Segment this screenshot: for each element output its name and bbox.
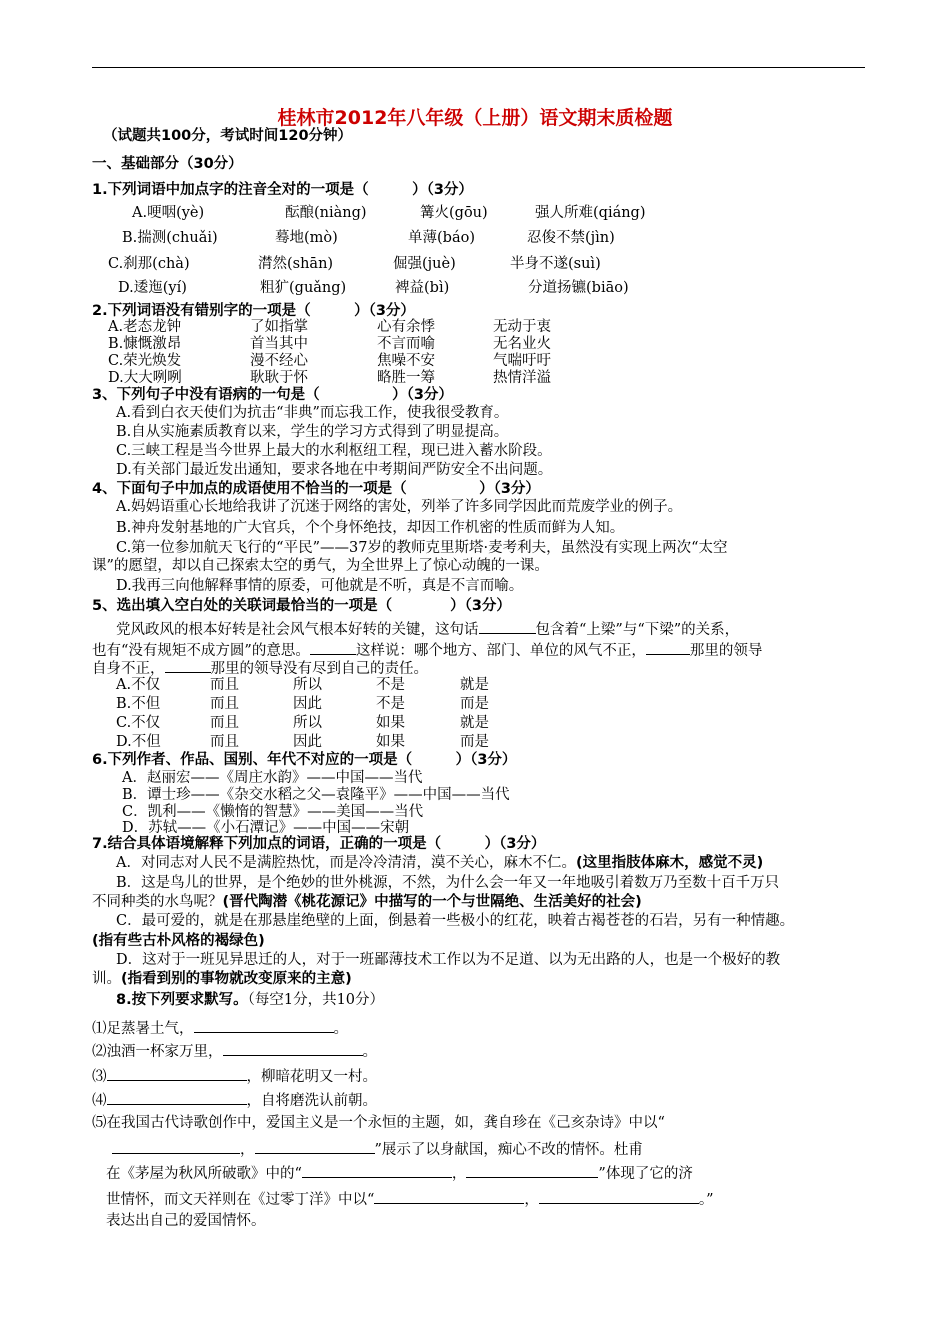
q5-blank[interactable] [479,619,536,634]
q2-option: A.老态龙钟 [108,319,182,335]
q2-stem: 2.下列词语没有错别字的一项是（ ）（3分） [92,303,415,319]
q8-answer-blank[interactable] [255,1139,375,1154]
q4-option: D.我再三向他解释事情的原委，可他就是不听，真是不言而喻。 [116,578,524,594]
q5-option: C.不仅 [116,715,161,731]
q1-option: A.哽咽(yè) [132,205,205,221]
q8-text: ， [524,1192,539,1208]
q3-option: A.看到白衣天使们为抗击“非典”而忘我工作，使我很受教育。 [116,405,509,421]
q3-stem: 3、下列句子中没有语病的一句是（ ）（3分） [92,387,453,403]
exam-subtitle: （试题共100分，考试时间120分钟） [103,128,353,144]
q8-answer-blank[interactable] [466,1163,598,1178]
q1-option: 强人所难(qiáng) [535,205,646,221]
q8-text: ， [240,1142,255,1158]
q5-option: 不是 [376,677,405,693]
q7-text: 训。 [92,971,121,987]
q5-passage-line1 [116,619,739,639]
q8-text: 。 [333,1021,348,1037]
q2-option: B.慷慨激昂 [108,336,182,352]
q1-option: 裨益(bì) [395,280,450,296]
q2-option: 心有余悸 [377,319,435,335]
q7-option-a [116,855,763,872]
q4-option-cont: 课”的愿望，却以自己探索太空的勇气，为全世界上了惊心动魄的一课。 [92,558,549,574]
q5-option: 就是 [460,677,489,693]
q5-text: 自身不正， [92,661,165,677]
q5-option: D.不但 [116,734,161,750]
q8-answer-blank[interactable] [223,1041,363,1056]
q4-option: A.妈妈语重心长地给我讲了沉迷于网络的害处，列举了许多同学因此而荒废学业的例子。 [116,499,683,515]
q8-stem: 8.按下列要求默写。 [116,992,248,1008]
q8-text: ， [451,1166,467,1182]
q6-option: D．苏轼——《小石潭记》——中国——宋朝 [122,820,410,836]
q5-text: 也有“没有规矩不成方圆”的意思。 [92,643,310,659]
q5-blank[interactable] [646,640,690,655]
q1-option: 分道扬镳(biāo) [528,280,629,296]
q2-option: 焦噪不安 [377,353,435,369]
q2-option: C.荣光焕发 [108,353,182,369]
q5-option: 不是 [376,696,405,712]
q5-text: 那里的领导 [689,643,763,659]
q1-option: 蓦地(mò) [275,230,338,246]
q5-option: 而且 [210,734,239,750]
q7-option-d: D．这对于一班见异思迁的人，对于一班鄙薄技术工作以为不足道、以为无出路的人，也是一个极好的教 [116,952,781,968]
q3-option: B.自从实施素质教育以来，学生的学习方式得到了明显提高。 [116,424,509,440]
q5-option: B.不但 [116,696,161,712]
q7-explanation: (指看到别的事物就改变原来的主意) [121,971,352,987]
q7-option-c: C．最可爱的，就是在那悬崖绝壁的上面，倒悬着一些极小的红花，映着古褐苍苍的石岩，另有一种情趣。 [116,913,795,929]
q1-option: 忍俊不禁(jìn) [527,230,615,246]
q8-text: ，柳暗花明又一村。 [246,1069,377,1085]
q5-blank[interactable] [165,658,211,673]
q8-note: （每空1分，共10分） [247,992,385,1008]
q8-item-3 [92,1066,377,1086]
q8-text: ⑶ [92,1069,107,1085]
q2-option: D.大大咧咧 [108,370,182,386]
q8-text: ⑵浊酒一杯家万里， [92,1044,223,1060]
q5-option: 所以 [293,715,322,731]
q8-item-5-line2 [112,1139,643,1159]
q8-stem-line [116,992,384,1009]
q5-option: 如果 [376,734,405,750]
q8-text: 。 [362,1044,377,1060]
q8-answer-blank[interactable] [302,1163,452,1178]
q8-item-4 [92,1090,377,1110]
q8-answer-blank[interactable] [112,1139,240,1154]
q1-option: 倔强(juè) [393,256,456,272]
q7-stem: 7.结合具体语境解释下列加点的词语，正确的一项是（ ）（3分） [92,836,546,852]
q8-text: ，自将磨洗认前朝。 [246,1093,377,1109]
q5-option: 而且 [210,696,239,712]
q5-text: 那里的领导没有尽到自己的责任。 [210,661,428,677]
q5-option: 而且 [210,715,239,731]
q5-option: 就是 [460,715,489,731]
q1-option: C.刹那(chà) [108,256,190,272]
q1-option: D.逶迤(yí) [118,280,187,296]
q7-explanation: (晋代陶潜《桃花源记》中描写的一个与世隔绝、生活美好的社会) [222,894,642,910]
q2-option: 首当其中 [250,336,308,352]
q8-text: ”展示了以身献国，痴心不改的情怀。杜甫 [374,1142,643,1158]
q3-option: C.三峡工程是当今世界上最大的水利枢纽工程，现已进入蓄水阶段。 [116,443,552,459]
q8-text: ”体现了它的济 [598,1166,693,1182]
q8-answer-blank[interactable] [107,1066,247,1081]
q2-option: 不言而喻 [377,336,435,352]
q2-option: 热情洋溢 [493,370,551,386]
header-rule [92,67,865,68]
q8-item-5-line3 [106,1163,693,1183]
section-heading: 一、基础部分（30分） [92,156,243,172]
q2-option: 无名业火 [493,336,551,352]
q8-item-5-line4 [106,1189,714,1209]
q5-stem: 5、选出填入空白处的关联词最恰当的一项是（ ）（3分） [92,598,511,614]
q5-option: 而是 [460,734,489,750]
q7-text: A．对同志对人民不是满腔热忱，而是冷冷清清，漠不关心，麻木不仁。 [116,855,576,871]
q7-option-b-cont [92,894,642,911]
q2-option: 了如指掌 [250,319,308,335]
q7-text: 不同种类的水鸟呢？ [92,894,223,910]
q5-option: 因此 [293,696,322,712]
q1-option: 半身不遂(suì) [510,256,601,272]
q8-answer-blank[interactable] [539,1189,699,1204]
q8-item-5-line5: 表达出自己的爱国情怀。 [106,1213,266,1229]
q5-passage-line3 [92,658,428,678]
q8-answer-blank[interactable] [194,1018,334,1033]
q5-passage-line2 [92,640,762,660]
q1-option: 酝酿(niàng) [285,205,367,221]
q1-option: 单薄(báo) [408,230,475,246]
q8-text: 世情怀，而文天祥则在《过零丁洋》中以“ [106,1192,375,1208]
q7-option-d-cont [92,971,352,988]
q7-option-b: B．这是鸟儿的世界，是个绝妙的世外桃源，不然，为什么会一年又一年地吸引着数万乃至数十百千万只 [116,875,780,891]
q1-option: B.揣测(chuǎi) [122,230,218,246]
q8-item-2 [92,1041,377,1061]
q5-option: 而且 [210,677,239,693]
q6-stem: 6.下列作者、作品、国别、年代不对应的一项是（ ）（3分） [92,752,517,768]
q8-text: 在《茅屋为秋风所破歌》中的“ [106,1166,302,1182]
q5-option: 而是 [460,696,489,712]
q1-option: 潸然(shān) [258,256,334,272]
q6-option: A．赵丽宏——《周庄水韵》——中国——当代 [122,770,423,786]
q8-answer-blank[interactable] [107,1090,247,1105]
q3-option: D.有关部门最近发出通知，要求各地在中考期间严防安全不出问题。 [116,462,553,478]
q8-item-5: ⑸在我国古代诗歌创作中，爱国主义是一个永恒的主题，如，龚自珍在《己亥杂诗》中以“ [92,1115,665,1131]
q2-option: 耿耿于怀 [250,370,308,386]
q4-option: B.神舟发射基地的广大官兵，个个身怀绝技，却因工作机密的性质而鲜为人知。 [116,520,625,536]
q1-option: 粗犷(guǎng) [260,280,347,296]
q8-text: 。” [698,1192,714,1208]
q5-blank[interactable] [310,640,356,655]
q5-option: 所以 [293,677,322,693]
q6-option: B．谭士珍——《杂交水稻之父—袁隆平》——中国——当代 [122,787,510,803]
q5-text: 这样说：哪个地方、部门、单位的风气不正， [355,643,646,659]
q1-option: 篝火(gōu) [420,205,488,221]
q5-option: A.不仅 [116,677,161,693]
q8-item-1 [92,1018,348,1038]
q2-option: 气喘吁吁 [493,353,551,369]
q5-text: 包含着“上梁”与“下梁”的关系， [535,622,740,638]
q6-option: C．凯利——《懒惰的智慧》——美国——当代 [122,804,424,820]
q5-text: 党风政风的根本好转是社会风气根本好转的关键，这句话 [116,622,479,638]
q8-answer-blank[interactable] [374,1189,524,1204]
q4-option: C.第一位参加航天飞行的“平民”——37岁的教师克里斯塔·麦考利夫，虽然没有实现上两次“太空 [116,540,728,556]
q1-stem: 1.下列词语中加点字的注音全对的一项是（ ）（3分） [92,182,473,198]
q5-option: 如果 [376,715,405,731]
q7-explanation: (指有些古朴风格的褐绿色) [92,933,265,949]
q2-option: 略胜一筹 [377,370,435,386]
q8-text: ⑷ [92,1093,107,1109]
exam-title: 桂林市2012年八年级（上册）语文期末质检题 [277,107,673,129]
q8-text: ⑴足蒸暑土气， [92,1021,194,1037]
q5-option: 因此 [293,734,322,750]
q2-option: 漫不经心 [250,353,308,369]
q4-stem: 4、下面句子中加点的成语使用不恰当的一项是（ ）（3分） [92,481,540,497]
q7-explanation: (这里指肢体麻木，感觉不灵) [575,855,764,871]
q2-option: 无动于衷 [493,319,551,335]
